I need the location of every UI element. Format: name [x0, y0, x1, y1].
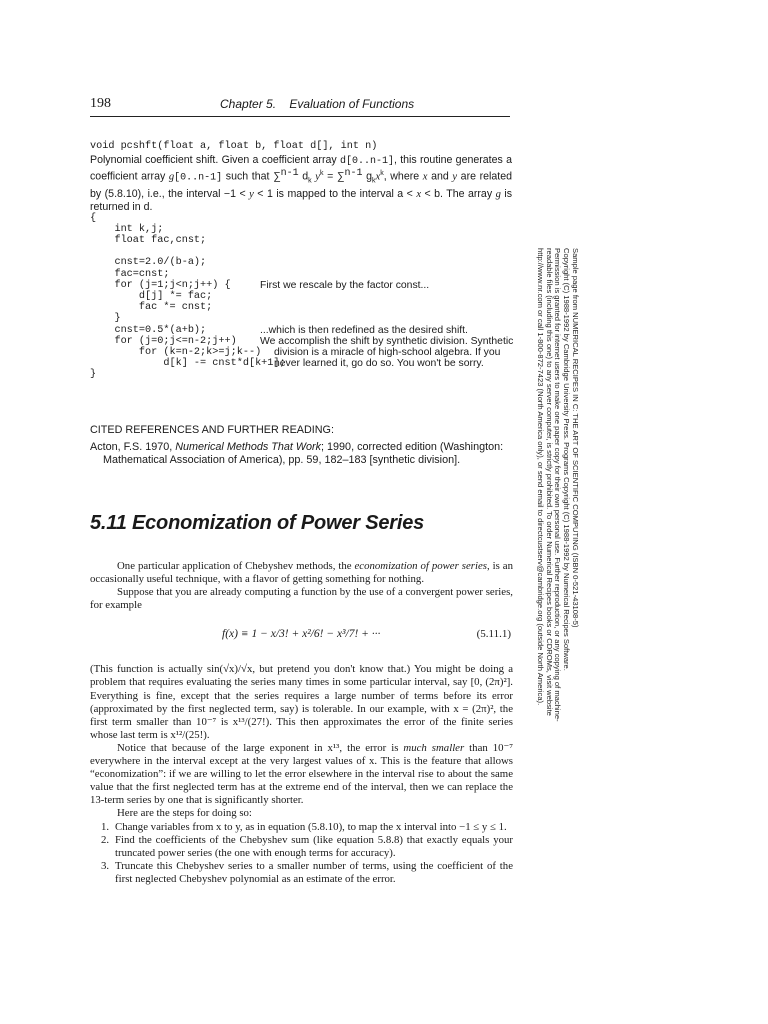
desc-var: x — [416, 188, 422, 200]
copyright-sidebar — [535, 248, 580, 768]
desc-text: d — [298, 170, 309, 183]
section-heading: 5.11 Economization of Power Series — [90, 512, 425, 534]
code-line — [90, 313, 512, 324]
chapter-title: Evaluation of Functions — [289, 97, 415, 111]
code-line — [90, 358, 512, 369]
code-text: d[j] *= fac; — [90, 290, 213, 302]
desc-code: d[0..n-1] — [339, 156, 394, 167]
code-line — [90, 213, 512, 224]
code-line — [90, 369, 512, 380]
header-rule — [90, 116, 510, 117]
item-number: 1. — [101, 820, 110, 833]
code-line — [90, 291, 512, 302]
code-text: { — [90, 212, 97, 224]
notice-line: Permission is granted for internet users to make one paper copy for their own personal use. Further reproduction, or any copying of machine- — [553, 248, 563, 722]
page-header — [90, 96, 510, 116]
equation-number: (5.11.1) — [476, 628, 511, 641]
text: than 10⁻⁷ everywhere in the interval except at the very largest values of x. This is the feature that allows “economization”: if we are willing to let the error elsewhere in the interval rise to about the same value that the first neglected term has at the extreme end of the interval, then we can replace the 13-term series by one that is significantly shorter. — [90, 741, 514, 807]
code-line — [90, 302, 512, 313]
code-text: for (j=1;j<n;j++) { — [90, 279, 231, 291]
code-text: for (k=n-2;k>=j;k--) — [90, 346, 262, 358]
reference-author: Acton, F.S. 1970, — [90, 440, 176, 453]
page-number: 198 — [90, 96, 111, 111]
code-text: cnst=2.0/(b-a); — [90, 257, 207, 269]
paragraph — [90, 560, 513, 586]
code-text: cnst=0.5*(a+b); — [90, 324, 207, 336]
desc-text: g — [362, 170, 373, 183]
paragraph: Suppose that you are already computing a function by the use of a convergent power series, for example — [90, 586, 513, 612]
equation — [90, 616, 513, 660]
emphasis: economization of power series — [354, 560, 487, 572]
code-text: } — [90, 369, 97, 381]
code-listing — [90, 213, 512, 381]
routine-block — [90, 141, 512, 380]
code-line — [90, 280, 512, 291]
paragraph: Here are the steps for doing so: — [117, 807, 252, 820]
desc-text: is returned in d. — [90, 187, 513, 213]
desc-text: = ∑ — [323, 170, 345, 183]
notice-line: http://www.nr.com or call 1-800-872-7423 (North America only), or send email to directcustserv@cambridge.org (outside North America). — [535, 248, 545, 706]
list-item — [90, 860, 513, 886]
code-line — [90, 336, 512, 347]
desc-text: such that ∑ — [222, 170, 281, 183]
emphasis: much smaller — [403, 741, 465, 754]
references-heading: CITED REFERENCES AND FURTHER READING: — [90, 424, 334, 436]
code-comment: ...which is then redefined as the desired shift. — [260, 324, 468, 336]
reference-title: Numerical Methods That Work — [175, 440, 322, 453]
desc-var: g — [168, 171, 175, 183]
item-text: Change variables from x to y, as in equation (5.8.10), to map the x interval into −1 ≤ y ≤ 1. — [115, 820, 507, 833]
desc-text: < 1 is mapped to the interval a < — [253, 187, 417, 200]
desc-text: are related by (5.8.10), i.e., the interval −1 < — [90, 170, 512, 200]
steps-list — [90, 821, 513, 886]
code-text: int k,j; — [90, 223, 164, 235]
desc-text: and — [427, 170, 453, 183]
body-text — [90, 560, 513, 886]
code-line — [90, 246, 512, 257]
code-text: float fac,cnst; — [90, 235, 207, 247]
code-line — [90, 257, 512, 268]
desc-var: y — [249, 188, 254, 200]
desc-code: n-1 — [280, 168, 299, 179]
desc-var: y — [452, 171, 458, 183]
code-text: fac *= cnst; — [90, 302, 213, 314]
desc-text: , this routine generates a coefficient array — [90, 154, 512, 183]
desc-text: Polynomial coefficient shift. Given a coefficient array — [90, 154, 340, 166]
text: Notice that because of the large exponent in x¹³, the error is — [117, 741, 404, 754]
reference-entry — [90, 441, 514, 468]
reference-details: ; 1990, corrected edition (Washington: Mathematical Association of America), pp. 59, 182–183 [synthetic division]. — [103, 440, 504, 466]
paragraph — [90, 742, 513, 807]
running-head — [220, 97, 414, 111]
code-line — [90, 347, 512, 358]
list-item — [90, 821, 513, 834]
chapter-label: Chapter 5. — [220, 97, 277, 111]
code-comment: division is a miracle of high-school algebra. If you — [274, 346, 501, 358]
desc-var: g — [495, 188, 501, 200]
code-comment: First we rescale by the factor const... — [260, 279, 430, 291]
desc-var: x — [422, 171, 428, 183]
code-line — [90, 235, 512, 246]
code-comment: We accomplish the shift by synthetic division. Synthetic — [260, 335, 514, 347]
item-text: Truncate this Chebyshev series to a smaller number of terms, using the coefficient of the first neglected Chebyshev polynomial as an estimate of the error. — [115, 859, 513, 885]
code-text: fac=cnst; — [90, 268, 170, 280]
desc-text: < b. The array — [421, 187, 496, 200]
notice-line: Copyright (C) 1988-1992 by Cambridge University Press. Programs Copyright (C) 1988-1992 by Numerical Recipes Software. — [562, 248, 572, 671]
references-block — [90, 424, 514, 468]
desc-code: [0..n-1] — [174, 172, 223, 184]
code-text: d[k] -= cnst*d[k+1]; — [90, 358, 286, 370]
equation-formula: f(x) ≡ 1 − x/3! + x²/6! − x³/7! + ··· — [222, 628, 381, 641]
desc-code: n-1 — [344, 168, 363, 179]
code-comment: never learned it, go do so. You won't be sorry. — [274, 358, 484, 370]
copyright-notice — [535, 248, 580, 768]
desc-text: , where — [383, 170, 423, 183]
code-line — [90, 224, 512, 235]
item-number: 2. — [101, 833, 110, 846]
desc-var: x — [375, 171, 381, 183]
item-number: 3. — [101, 859, 110, 872]
code-text: for (j=0;j<=n-2;j++) — [90, 335, 237, 347]
list-item — [90, 834, 513, 860]
text: , is an occasionally useful technique, with a flavor of getting something for nothing. — [90, 560, 513, 586]
function-signature: void pcshft(float a, float b, float d[], int n) — [90, 141, 378, 152]
paragraph: (This function is actually sin(√x)/√x, but pretend you don't know that.) You might be doing a problem that requires evaluating the series many times in some particular interval, say [0, (2π)²]. Everything is fine, except that the series requires a large number of terms before its error (approximated by the first neglected term, say) is tolerable. In our example, with x = (2π)², the first term smaller than 10⁻⁷ is x¹³/(27!). This then approximates the error of the finite series whose last term is x¹²/(25!). — [90, 663, 513, 741]
notice-line: readable files (including this one) to any server computer, is strictly prohibited. To order Numerical Recipes books or CDROMs, visit website — [544, 248, 554, 716]
routine-description: Polynomial coefficient shift. Given a coefficient array d[0..n-1], this routine generates a coefficient array g[0..n-1] such that ∑$^{n-1}$ $d_k$ $y^k = \sum^{n-1}$ $g_kx^k$, where x and y are related by (5.8.10), i.e., the interval −1 < y < 1 is mapped to the interval a < x < b. The array g is returned in d. — [90, 154, 513, 213]
code-text: } — [90, 313, 121, 325]
code-line — [90, 269, 512, 280]
code-line — [90, 325, 512, 336]
item-text: Find the coefficients of the Chebyshev sum (like equation 5.8.8) that exactly equals your truncated power series (the one with enough terms for accuracy). — [115, 833, 513, 859]
desc-var: y — [315, 171, 320, 183]
notice-line: Sample page from NUMERICAL RECIPES IN C: THE ART OF SCIENTIFIC COMPUTING (ISBN 0-521-43108-5) — [571, 248, 580, 628]
text: One particular application of Chebyshev methods, the — [117, 560, 355, 572]
